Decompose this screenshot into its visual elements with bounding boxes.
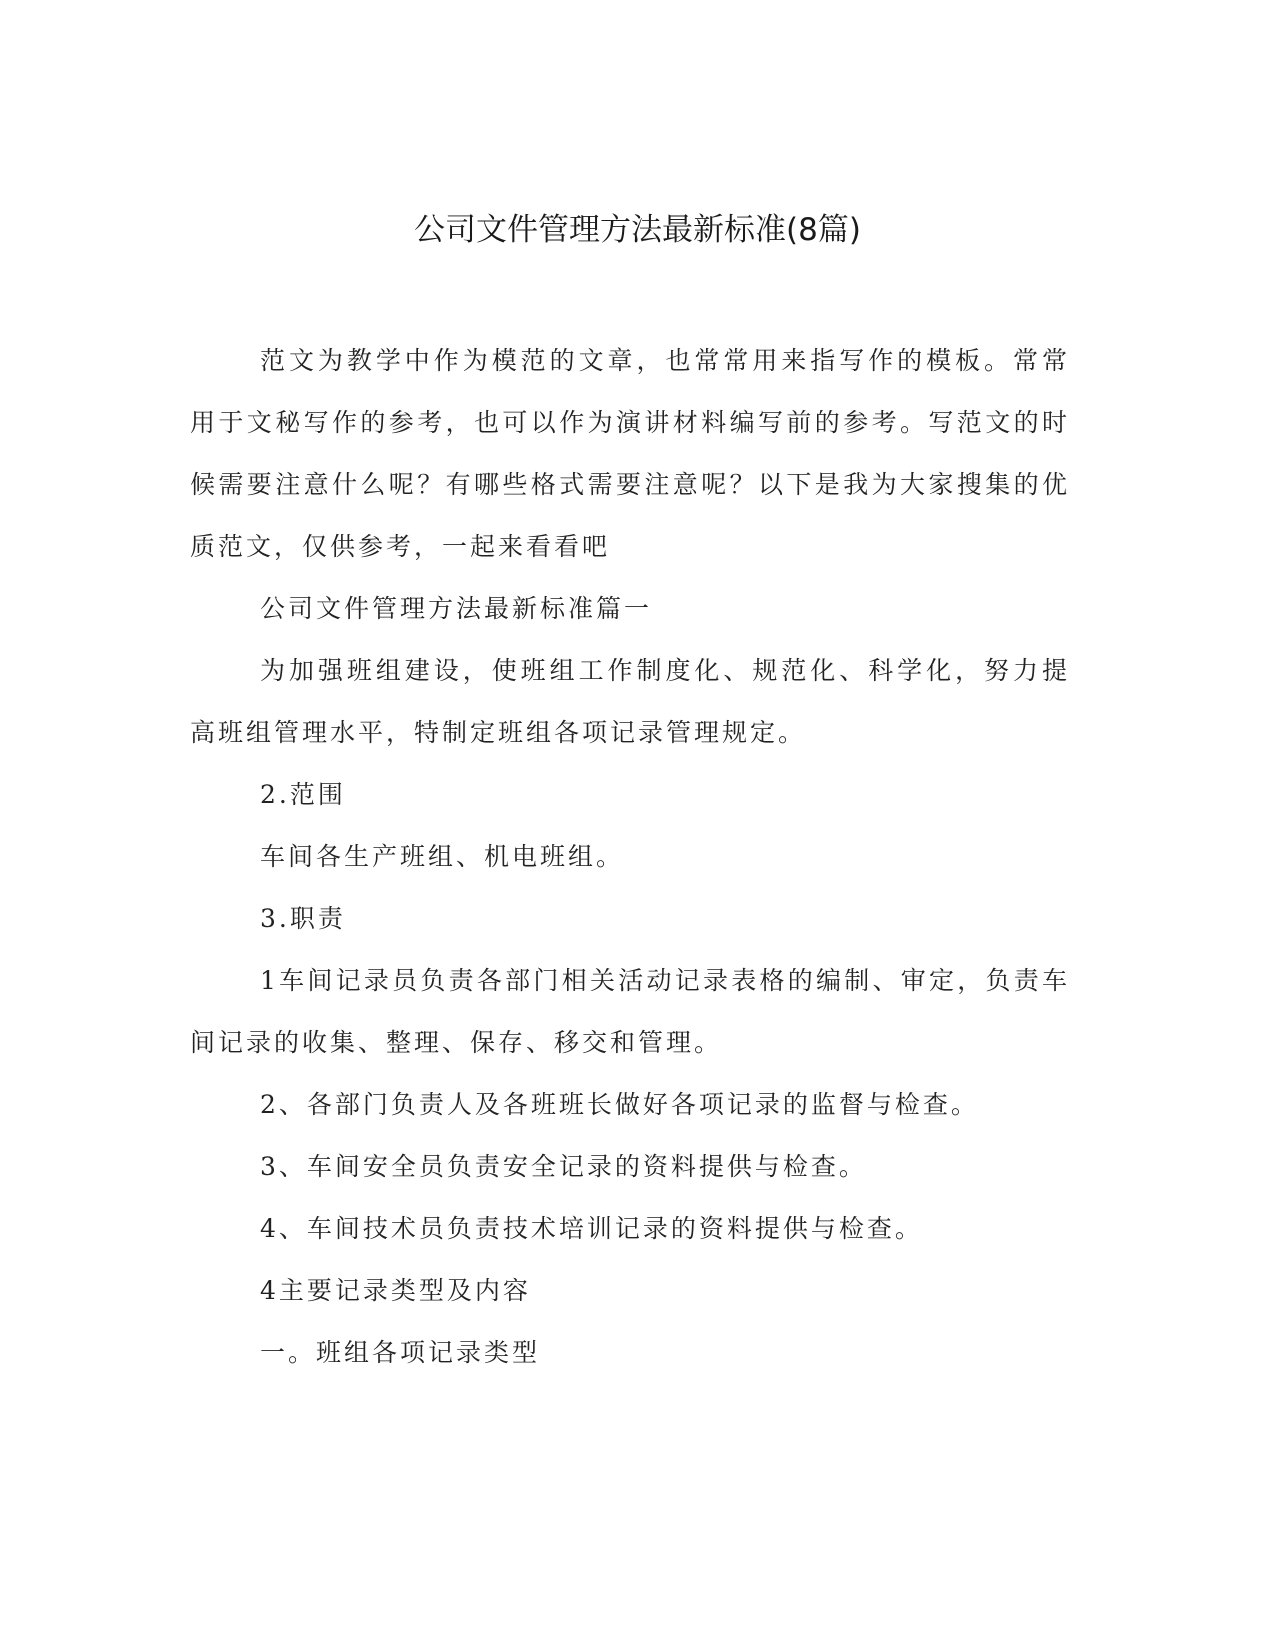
section-heading: 4主要记录类型及内容 xyxy=(260,1276,531,1305)
section-heading: 一。班组各项记录类型 xyxy=(260,1338,541,1367)
paragraph: 3、车间安全员负责安全记录的资料提供与检查。 xyxy=(260,1152,867,1181)
paragraph: 车间各生产班组、机电班组。 xyxy=(260,842,625,871)
document-body xyxy=(190,330,1070,1384)
section-heading: 2.范围 xyxy=(260,780,346,809)
section-heading: 公司文件管理方法最新标准篇一 xyxy=(260,594,653,623)
paragraph: 4、车间技术员负责技术培训记录的资料提供与检查。 xyxy=(260,1214,923,1243)
section-heading: 3.职责 xyxy=(260,904,346,933)
paragraph: 1车间记录员负责各部门相关活动记录表格的编制、审定，负责车间记录的收集、整理、保存、移交和管理。 xyxy=(190,966,1070,1057)
paragraph: 为加强班组建设，使班组工作制度化、规范化、科学化，努力提高班组管理水平，特制定班组各项记录管理规定。 xyxy=(190,656,1070,747)
paragraph: 2、各部门负责人及各班班长做好各项记录的监督与检查。 xyxy=(260,1090,979,1119)
intro-paragraph: 范文为教学中作为模范的文章，也常常用来指写作的模板。常常用于文秘写作的参考，也可以作为演讲材料编写前的参考。写范文的时候需要注意什么呢？有哪些格式需要注意呢？以下是我为大家搜集的优质范文，仅供参考，一起来看看吧 xyxy=(190,346,1070,561)
document-title: 公司文件管理方法最新标准(8篇) xyxy=(414,212,861,248)
